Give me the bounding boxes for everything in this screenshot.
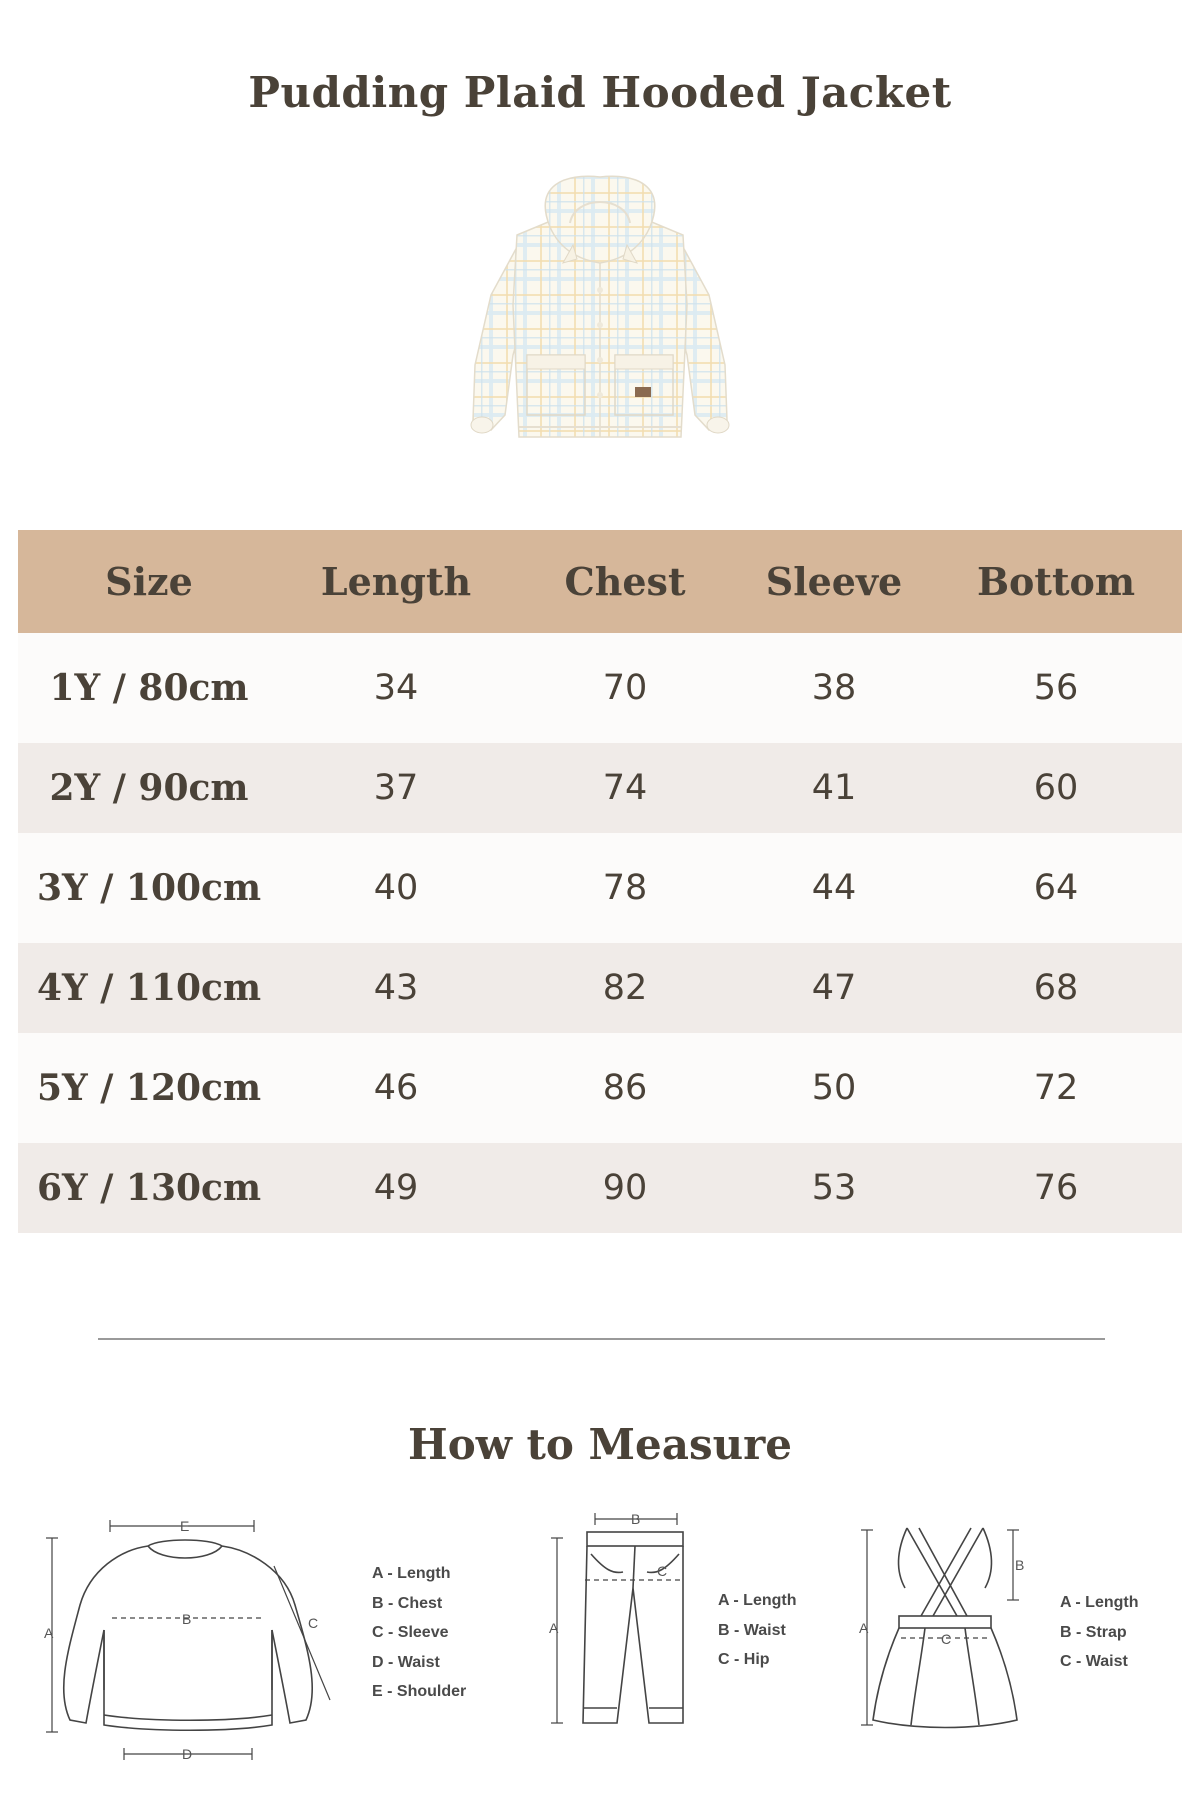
- mark-c: C: [308, 1615, 319, 1631]
- sleeve-cell: 50: [738, 1033, 930, 1143]
- size-cell: 3Y / 100cm: [18, 833, 280, 943]
- size-cell: 5Y / 120cm: [18, 1033, 280, 1143]
- mark-a: A: [859, 1620, 869, 1636]
- chest-cell: 74: [512, 743, 738, 833]
- mark-a: A: [549, 1620, 559, 1636]
- mark-e: E: [180, 1518, 190, 1534]
- length-cell: 43: [280, 943, 512, 1033]
- top-measure-diagram: [40, 1510, 340, 1780]
- length-cell: 49: [280, 1143, 512, 1233]
- legend-item: A - Length: [718, 1592, 797, 1609]
- skirt-legend: [1060, 1588, 1139, 1677]
- length-cell: 40: [280, 833, 512, 943]
- mark-a: A: [44, 1625, 54, 1641]
- table-header-row: [18, 530, 1182, 633]
- length-cell: 34: [280, 633, 512, 743]
- table-row: [18, 743, 1182, 833]
- mark-b: B: [631, 1511, 641, 1527]
- length-cell: 46: [280, 1033, 512, 1143]
- legend-item: A - Length: [1060, 1594, 1139, 1611]
- chest-cell: 90: [512, 1143, 738, 1233]
- legend-item: E - Shoulder: [372, 1683, 467, 1700]
- legend-item: B - Waist: [718, 1621, 786, 1639]
- size-cell: 6Y / 130cm: [18, 1143, 280, 1233]
- size-cell: 1Y / 80cm: [18, 633, 280, 743]
- bottom-cell: 68: [930, 943, 1182, 1033]
- header-sleeve: Sleeve: [738, 530, 930, 633]
- chest-cell: 78: [512, 833, 738, 943]
- sleeve-cell: 38: [738, 633, 930, 743]
- size-cell: 2Y / 90cm: [18, 743, 280, 833]
- product-image: [455, 175, 745, 455]
- chest-cell: 70: [512, 633, 738, 743]
- table-row: [18, 943, 1182, 1033]
- size-cell: 4Y / 110cm: [18, 943, 280, 1033]
- length-cell: 37: [280, 743, 512, 833]
- pants-legend: [718, 1586, 797, 1675]
- legend-item: D - Waist: [372, 1653, 440, 1671]
- chest-cell: 82: [512, 943, 738, 1033]
- sleeve-cell: 53: [738, 1143, 930, 1233]
- mark-c: C: [941, 1631, 952, 1647]
- chest-cell: 86: [512, 1033, 738, 1143]
- table-row: [18, 633, 1182, 743]
- bottom-cell: 72: [930, 1033, 1182, 1143]
- page-title: Pudding Plaid Hooded Jacket: [248, 68, 952, 117]
- mark-b: B: [1015, 1557, 1025, 1573]
- bottom-cell: 76: [930, 1143, 1182, 1233]
- how-to-measure-title: How to Measure: [408, 1420, 792, 1469]
- skirt-measure-diagram: [855, 1520, 1025, 1740]
- bottom-cell: 60: [930, 743, 1182, 833]
- size-chart-table: [18, 530, 1182, 1233]
- sleeve-cell: 41: [738, 743, 930, 833]
- section-divider: [98, 1338, 1105, 1340]
- legend-item: C - Sleeve: [372, 1624, 449, 1641]
- legend-item: B - Strap: [1060, 1623, 1127, 1641]
- mark-b: B: [182, 1611, 192, 1627]
- legend-item: B - Chest: [372, 1594, 443, 1612]
- sleeve-cell: 47: [738, 943, 930, 1033]
- header-chest: Chest: [512, 530, 738, 633]
- header-bottom: Bottom: [930, 530, 1182, 633]
- bottom-cell: 56: [930, 633, 1182, 743]
- table-row: [18, 833, 1182, 943]
- table-row: [18, 1143, 1182, 1233]
- bottom-cell: 64: [930, 833, 1182, 943]
- legend-item: A - Length: [372, 1565, 451, 1582]
- pants-measure-diagram: [545, 1508, 705, 1738]
- legend-item: C - Waist: [1060, 1653, 1128, 1670]
- sleeve-cell: 44: [738, 833, 930, 943]
- header-length: Length: [280, 530, 512, 633]
- table-row: [18, 1033, 1182, 1143]
- legend-item: C - Hip: [718, 1651, 770, 1668]
- mark-c: C: [657, 1563, 668, 1579]
- top-legend: [372, 1559, 466, 1707]
- mark-d: D: [182, 1746, 193, 1762]
- header-size: Size: [18, 530, 280, 633]
